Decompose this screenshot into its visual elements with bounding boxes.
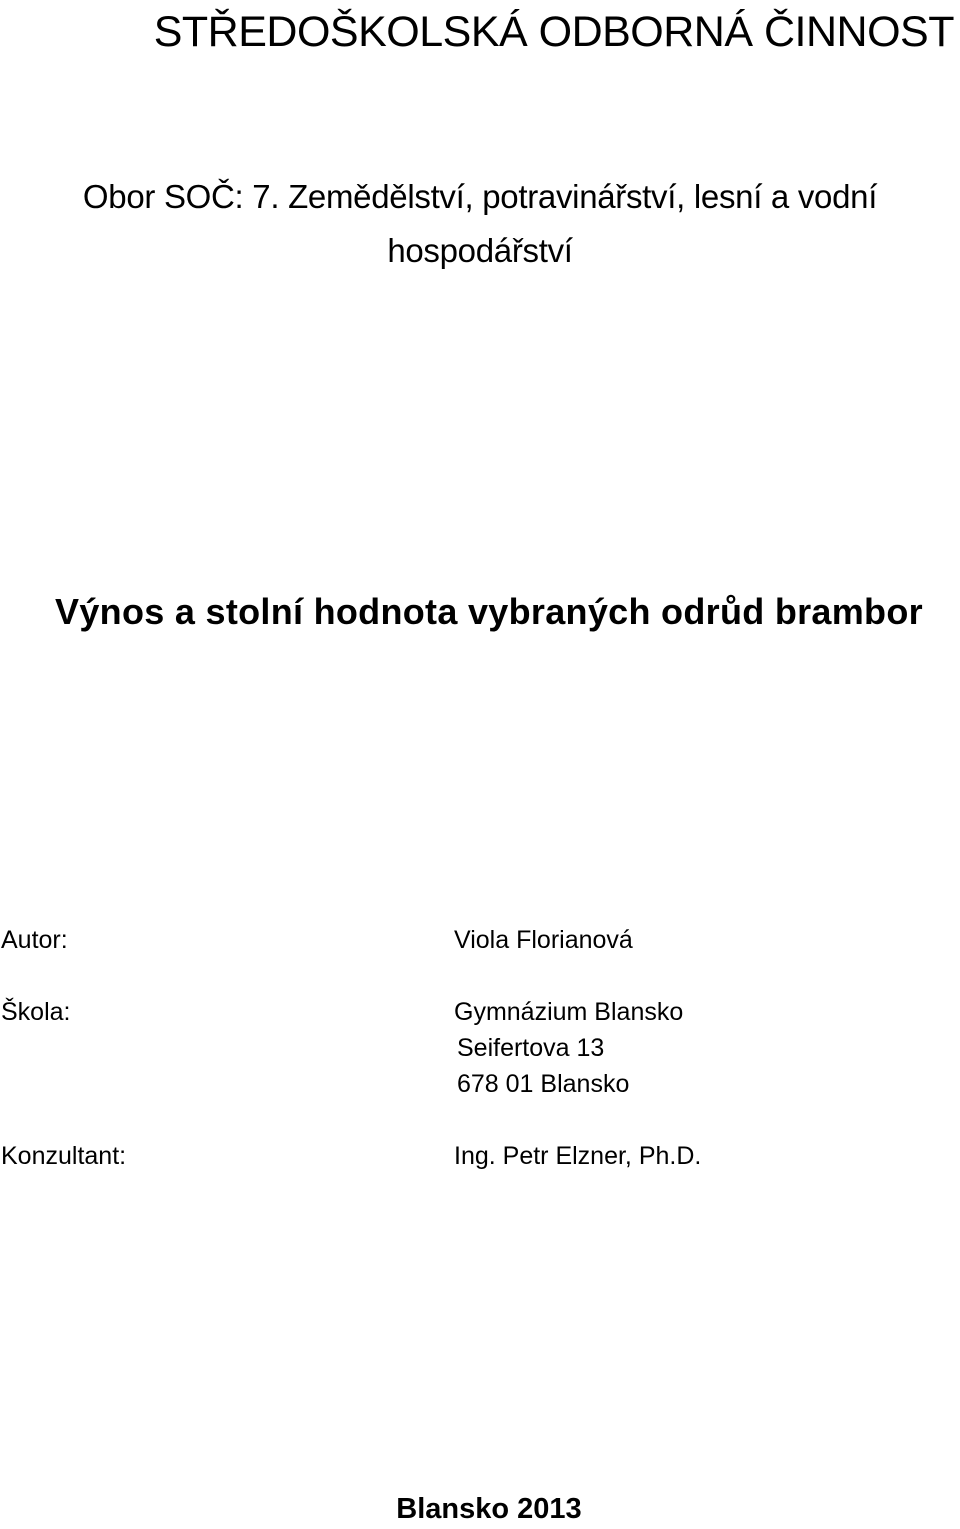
field-of-study-line-1: Obor SOČ: 7. Zemědělství, potravinářství, lesní a vodní (82, 178, 878, 215)
consultant-label: Konzultant: (1, 1142, 127, 1170)
author-label: Autor: (1, 926, 68, 954)
thesis-topic: Výnos a stolní hodnota vybraných odrůd brambor (55, 591, 923, 632)
school-city: 678 01 Blansko (457, 1070, 630, 1098)
field-of-study-line-2: hospodářství (387, 232, 573, 269)
place-and-year: Blansko 2013 (396, 1493, 582, 1525)
field-of-study (0, 170, 960, 278)
school-name: Gymnázium Blansko (454, 998, 684, 1026)
author-value: Viola Florianová (454, 926, 633, 954)
consultant-value: Ing. Petr Elzner, Ph.D. (454, 1142, 702, 1170)
school-label: Škola: (1, 998, 71, 1026)
main-title: STŘEDOŠKOLSKÁ ODBORNÁ ČINNOST (153, 8, 954, 56)
school-street: Seifertova 13 (457, 1034, 605, 1062)
